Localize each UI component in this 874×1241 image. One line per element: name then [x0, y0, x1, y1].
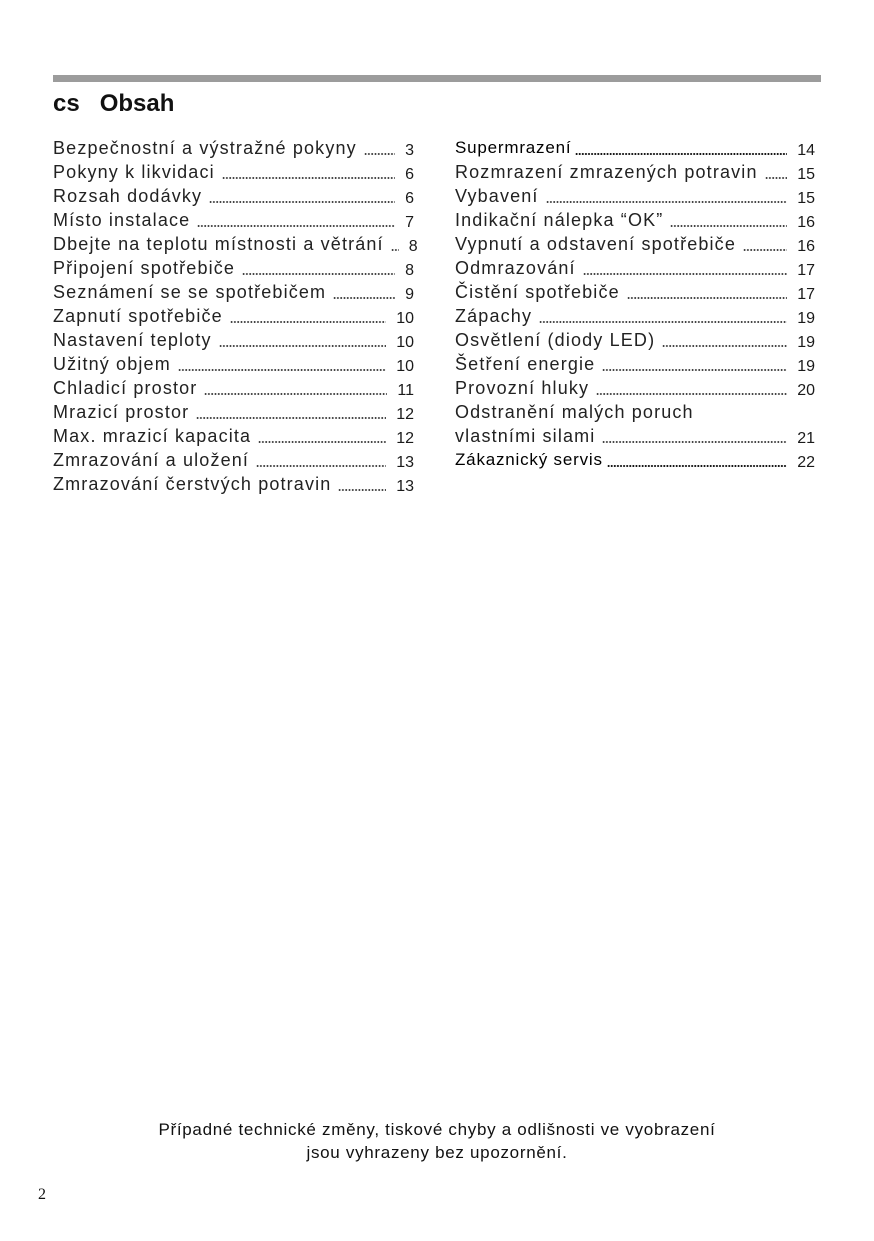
toc-entry-title: Nastavení teploty: [53, 330, 212, 350]
dot-leader: [602, 352, 787, 376]
toc-entry: [53, 448, 414, 472]
toc-entry-page: 9: [405, 286, 414, 303]
toc-entry: [53, 256, 414, 280]
footer-line-2: jsou vyhrazeny bez upozornění.: [306, 1143, 568, 1162]
toc-entry-page: 19: [797, 334, 815, 351]
toc-entry-title: Supermrazení: [455, 138, 572, 157]
toc-entry: [455, 376, 815, 400]
dot-leader: [338, 472, 386, 496]
toc-entry: [53, 352, 414, 376]
toc-entry-page: 21: [797, 430, 815, 447]
dot-leader: [743, 232, 787, 256]
dot-leader: [539, 304, 787, 328]
toc-entry-title: Zápachy: [455, 306, 533, 326]
toc-entry: [455, 280, 815, 304]
toc-entry-title-line1: Odstranění malých poruch: [455, 402, 694, 422]
dot-leader: [256, 448, 386, 472]
toc-entry-title: Osvětlení (diody LED): [455, 330, 656, 350]
toc-entry-page: 16: [797, 214, 815, 231]
toc-entry-title: Zmrazování čerstvých potravin: [53, 474, 332, 494]
toc-entry-title: Dbejte na teplotu místnosti a větrání: [53, 234, 384, 254]
dot-leader: [662, 328, 787, 352]
toc-entry-page: 12: [396, 406, 414, 423]
toc-right-column: [455, 136, 815, 472]
toc-left-column: [53, 136, 418, 496]
toc-entry-title: Zapnutí spotřebiče: [53, 306, 223, 326]
toc-entry-page: 16: [797, 238, 815, 255]
toc-entry-title: Čistění spotřebiče: [455, 282, 620, 302]
toc-entry-title: Provozní hluky: [455, 378, 590, 398]
dot-leader: [222, 160, 395, 184]
toc-entry: [455, 256, 815, 280]
toc-entry-title: Seznámení se se spotřebičem: [53, 282, 327, 302]
toc-entry-page: 20: [797, 382, 815, 399]
dot-leader: [219, 328, 387, 352]
dot-leader: [204, 376, 387, 400]
toc-entry-page: 12: [396, 430, 414, 447]
toc-entry-page: 22: [797, 454, 815, 471]
toc-entry-page: 8: [405, 262, 414, 279]
toc-entry-page: 8: [408, 238, 418, 255]
toc-entry-page: 14: [797, 142, 815, 159]
toc-entry-title: Chladicí prostor: [53, 378, 198, 398]
toc-entry-title: Rozsah dodávky: [53, 186, 203, 206]
dot-leader: [596, 376, 787, 400]
toc-entry-page: 17: [797, 286, 815, 303]
toc-entry-page: 6: [405, 166, 414, 183]
toc-entry-page: 11: [397, 382, 414, 399]
toc-entry: [455, 208, 815, 232]
toc-entry: [455, 160, 815, 184]
toc-entry: [455, 184, 815, 208]
toc-entry: [53, 328, 414, 352]
dot-leader: [583, 256, 788, 280]
page-title: Obsah: [99, 90, 175, 117]
dot-leader: [230, 304, 386, 328]
toc-entry-page: 3: [405, 142, 414, 159]
dot-leader: [178, 352, 386, 376]
footer-disclaimer: [0, 1118, 874, 1164]
toc-entry-page: 6: [405, 190, 414, 207]
dot-leader: [575, 136, 787, 160]
toc-entry: [455, 448, 815, 472]
dot-leader: [197, 208, 395, 232]
toc-entry: [53, 136, 414, 160]
toc-entry-title: Bezpečnostní a výstražné pokyny: [53, 138, 357, 158]
dot-leader: [391, 232, 399, 256]
toc-entry: [455, 232, 815, 256]
dot-leader: [209, 184, 395, 208]
page-heading: [53, 92, 174, 116]
toc-entry-title: Zmrazování a uložení: [53, 450, 250, 470]
dot-leader: [196, 400, 386, 424]
toc-entry-page: 10: [396, 310, 414, 327]
toc-entry: [455, 352, 815, 376]
dot-leader: [333, 280, 395, 304]
toc-entry-second-line: [455, 424, 815, 448]
toc-entry-page: 15: [797, 166, 815, 183]
toc-entry: [53, 400, 414, 424]
toc-entry-title: Šetření energie: [455, 354, 596, 374]
dot-leader: [364, 136, 395, 160]
toc-entry-page: 17: [797, 262, 815, 279]
toc-entry: [53, 304, 414, 328]
toc-entry: [455, 328, 815, 352]
toc-entry-title: Vypnutí a odstavení spotřebiče: [455, 234, 736, 254]
toc-entry: [53, 280, 414, 304]
toc-entry-title: vlastními silami: [455, 426, 596, 446]
dot-leader: [258, 424, 386, 448]
toc-entry: [455, 136, 815, 160]
toc-entry: [53, 376, 414, 400]
toc-entry-title: Pokyny k likvidaci: [53, 162, 215, 182]
toc-entry-title: Mrazicí prostor: [53, 402, 190, 422]
toc-entry-title: Vybavení: [455, 186, 539, 206]
toc-entry-title: Odmrazování: [455, 258, 576, 278]
toc-entry-page: 7: [405, 214, 414, 231]
header-rule: [53, 75, 821, 82]
toc-entry: [455, 304, 815, 328]
dot-leader: [607, 448, 787, 472]
toc-entry-page: 19: [797, 310, 815, 327]
dot-leader: [546, 184, 788, 208]
toc-entry: [53, 424, 414, 448]
toc-entry-title: Rozmrazení zmrazených potravin: [455, 162, 758, 182]
toc-entry-page: 13: [396, 478, 414, 495]
dot-leader: [627, 280, 787, 304]
toc-entry-page: 15: [797, 190, 815, 207]
toc-entry-page: 10: [396, 358, 414, 375]
toc-entry-title: Užitný objem: [53, 354, 171, 374]
toc-entry-page: 19: [797, 358, 815, 375]
toc-entry-multiline: [455, 400, 815, 448]
dot-leader: [602, 424, 787, 448]
toc-entry: [53, 184, 414, 208]
toc-entry: [53, 232, 418, 256]
dot-leader: [242, 256, 395, 280]
toc-entry-title: Indikační nálepka “OK”: [455, 210, 664, 230]
language-code: cs: [53, 90, 80, 117]
toc-entry-title: Místo instalace: [53, 210, 191, 230]
page-number: 2: [38, 1186, 46, 1203]
toc-entry-first-line: [455, 400, 815, 424]
footer-line-1: Případné technické změny, tiskové chyby a odlišnosti ve vyobrazení: [158, 1120, 716, 1139]
toc-entry-page: 13: [396, 454, 414, 471]
dot-leader: [670, 208, 787, 232]
toc-entry-title: Max. mrazicí kapacita: [53, 426, 252, 446]
toc-entry-title: Připojení spotřebiče: [53, 258, 236, 278]
toc-entry: [53, 160, 414, 184]
dot-leader: [765, 160, 788, 184]
toc-entry: [53, 472, 414, 496]
toc-entry-page: 10: [396, 334, 414, 351]
toc-entry: [53, 208, 414, 232]
toc-entry-title: Zákaznický servis: [455, 450, 603, 469]
